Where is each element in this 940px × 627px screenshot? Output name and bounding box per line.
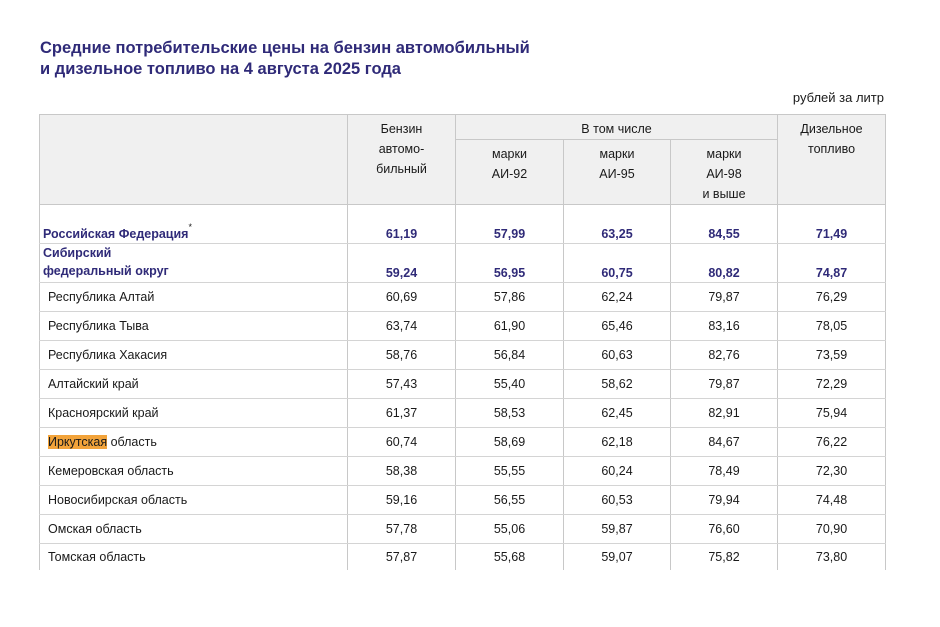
cell-ai92: 56,55 [456, 486, 564, 515]
cell-ai92: 55,06 [456, 515, 564, 544]
cell-ai98: 75,82 [671, 544, 778, 571]
page-title [40, 38, 530, 80]
table-row [40, 312, 886, 341]
header-diesel-line2: топливо [807, 142, 856, 156]
cell-ai98: 79,87 [671, 370, 778, 399]
cell-diesel: 73,59 [778, 341, 886, 370]
table-header [40, 115, 886, 205]
cell-ai92: 55,68 [456, 544, 564, 571]
row-name: Республика Алтай [40, 283, 348, 312]
cell-ai95: 60,24 [564, 457, 671, 486]
table-row [40, 428, 886, 457]
cell-ai98: 84,67 [671, 428, 778, 457]
row-name: Кемеровская область [40, 457, 348, 486]
row-name: Новосибирская область [40, 486, 348, 515]
cell-ai98: 82,76 [671, 341, 778, 370]
cell-ai98: 76,60 [671, 515, 778, 544]
header-gasoline-line3: бильный [376, 162, 427, 176]
cell-diesel: 74,87 [778, 244, 886, 283]
cell-ai95: 59,87 [564, 515, 671, 544]
cell-diesel: 74,48 [778, 486, 886, 515]
cell-ai92: 55,55 [456, 457, 564, 486]
table-row [40, 544, 886, 571]
cell-ai95: 60,53 [564, 486, 671, 515]
cell-ai98: 83,16 [671, 312, 778, 341]
cell-gasoline: 59,24 [348, 244, 456, 283]
header-ai98: марки АИ-98 и выше [671, 140, 778, 205]
cell-ai92: 58,53 [456, 399, 564, 428]
cell-gasoline: 57,78 [348, 515, 456, 544]
title-line-2: и дизельное топливо на 4 августа 2025 года [40, 60, 401, 78]
header-ai95: марки АИ-95 [564, 140, 671, 205]
table-row [40, 399, 886, 428]
header-diesel [778, 115, 886, 205]
cell-diesel: 70,90 [778, 515, 886, 544]
cell-ai98: 78,49 [671, 457, 778, 486]
row-name: Алтайский край [40, 370, 348, 399]
cell-ai95: 62,45 [564, 399, 671, 428]
cell-ai92: 57,86 [456, 283, 564, 312]
table-row [40, 283, 886, 312]
cell-diesel: 76,29 [778, 283, 886, 312]
unit-label: рублей за литр [792, 90, 884, 105]
row-name: Красноярский край [40, 399, 348, 428]
cell-ai98: 79,87 [671, 283, 778, 312]
cell-ai95: 63,25 [564, 205, 671, 244]
search-highlight: Иркутская [48, 435, 108, 449]
table-row [40, 486, 886, 515]
cell-diesel: 78,05 [778, 312, 886, 341]
row-name: Сибирский федеральный округ [40, 244, 348, 283]
cell-ai98: 79,94 [671, 486, 778, 515]
cell-ai95: 59,07 [564, 544, 671, 571]
header-corner [40, 115, 348, 205]
title-line-1: Средние потребительские цены на бензин автомобильный [40, 39, 530, 57]
cell-ai92: 56,84 [456, 341, 564, 370]
header-gasoline-line1: Бензин [380, 122, 423, 136]
table-row [40, 457, 886, 486]
cell-ai95: 62,24 [564, 283, 671, 312]
cell-diesel: 73,80 [778, 544, 886, 571]
cell-ai92: 56,95 [456, 244, 564, 283]
cell-diesel: 72,29 [778, 370, 886, 399]
cell-gasoline: 57,87 [348, 544, 456, 571]
cell-ai92: 58,69 [456, 428, 564, 457]
cell-gasoline: 58,38 [348, 457, 456, 486]
header-including: В том числе [456, 115, 778, 140]
cell-diesel: 72,30 [778, 457, 886, 486]
cell-ai98: 84,55 [671, 205, 778, 244]
cell-ai95: 58,62 [564, 370, 671, 399]
cell-ai98: 80,82 [671, 244, 778, 283]
header-ai92: марки АИ-92 [456, 140, 564, 205]
cell-ai95: 65,46 [564, 312, 671, 341]
cell-gasoline: 61,19 [348, 205, 456, 244]
cell-gasoline: 60,74 [348, 428, 456, 457]
header-diesel-line1: Дизельное [800, 122, 863, 136]
cell-ai98: 82,91 [671, 399, 778, 428]
table-row [40, 341, 886, 370]
table-row [40, 515, 886, 544]
header-gasoline [348, 115, 456, 205]
prices-table [39, 114, 886, 570]
cell-diesel: 71,49 [778, 205, 886, 244]
row-name: Омская область [40, 515, 348, 544]
footnote-mark: * [188, 222, 192, 232]
table-row [40, 370, 886, 399]
cell-ai95: 62,18 [564, 428, 671, 457]
cell-gasoline: 63,74 [348, 312, 456, 341]
cell-gasoline: 60,69 [348, 283, 456, 312]
cell-ai92: 61,90 [456, 312, 564, 341]
cell-gasoline: 59,16 [348, 486, 456, 515]
cell-ai92: 55,40 [456, 370, 564, 399]
table-row [40, 244, 886, 283]
row-name: Республика Тыва [40, 312, 348, 341]
cell-ai95: 60,75 [564, 244, 671, 283]
cell-gasoline: 58,76 [348, 341, 456, 370]
cell-gasoline: 57,43 [348, 370, 456, 399]
cell-ai95: 60,63 [564, 341, 671, 370]
row-name: Республика Хакасия [40, 341, 348, 370]
table-body [40, 205, 886, 571]
header-gasoline-line2: автомо- [378, 142, 425, 156]
cell-diesel: 76,22 [778, 428, 886, 457]
table-row [40, 205, 886, 244]
row-name: Российская Федерация* [40, 205, 348, 244]
row-name: Иркутская область [40, 428, 348, 457]
row-name: Томская область [40, 544, 348, 571]
cell-ai92: 57,99 [456, 205, 564, 244]
cell-diesel: 75,94 [778, 399, 886, 428]
cell-gasoline: 61,37 [348, 399, 456, 428]
